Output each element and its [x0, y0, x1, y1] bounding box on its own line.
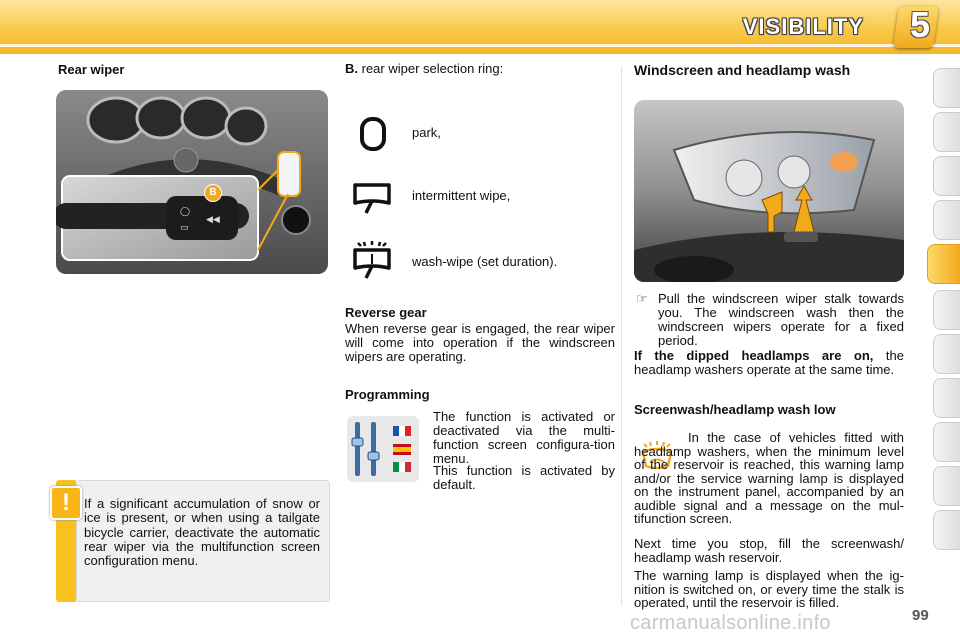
headlamp-image	[634, 100, 904, 282]
chapter-tab[interactable]	[933, 510, 960, 550]
chapter-tab[interactable]	[933, 378, 960, 418]
warning-lamp-text: The warning lamp is displayed when the ig-nition is switched on, or every time the stalk is operated, until the reservoir is filled.	[634, 568, 904, 610]
park-icon	[359, 116, 387, 157]
watermark: carmanualsonline.info	[630, 612, 831, 634]
page-number: 99	[912, 607, 929, 624]
svg-text:▭: ▭	[180, 223, 189, 233]
chapter-tab[interactable]	[933, 290, 960, 330]
page-title: VISIBILITY	[742, 14, 864, 39]
dipped-headlamps-rest: the headlamp washers operate at the same time.	[634, 348, 904, 377]
programming-heading: Programming	[345, 387, 430, 402]
selection-text: rear wiper selection ring:	[361, 61, 504, 76]
dipped-headlamps-text	[634, 349, 904, 377]
svg-text:◯: ◯	[180, 207, 191, 217]
mode-intermittent-label: intermittent wipe,	[412, 188, 511, 203]
windscreen-wash-heading: Windscreen and headlamp wash	[634, 62, 851, 78]
config-menu-icon	[345, 414, 421, 489]
dipped-headlamps-bold: If the dipped headlamps are on,	[634, 348, 874, 363]
intermittent-wipe-icon	[352, 181, 392, 220]
programming-text-1: The function is activated or deactivated via the multi-function screen configura-tion menu.	[433, 409, 615, 466]
chapter-tab[interactable]	[933, 422, 960, 462]
header-rule	[0, 44, 960, 47]
screenwash-low-heading: Screenwash/headlamp wash low	[634, 402, 836, 417]
rear-wiper-stalk-image	[56, 90, 328, 274]
warning-text: If a significant accumulation of snow or ice is present, or when using a tailgate bicycle carrier, deactivate the automatic rear wiper via the multifunction screen configuration menu.	[84, 496, 320, 569]
selection-label: B.	[345, 61, 358, 76]
chapter-tab[interactable]	[933, 156, 960, 196]
selection-ring-line	[345, 62, 605, 76]
wash-wipe-icon	[352, 240, 392, 285]
reverse-gear-heading: Reverse gear	[345, 305, 427, 320]
rear-wiper-heading: Rear wiper	[58, 62, 125, 77]
chapter-tab[interactable]	[933, 112, 960, 152]
chapter-number: 5	[909, 4, 930, 45]
svg-text:◀◀: ◀◀	[206, 215, 220, 225]
warning-icon: !	[50, 486, 82, 520]
reverse-gear-text: When reverse gear is engaged, the rear wiper will come into operation if the windscreen wipers are operating.	[345, 321, 615, 364]
callout-b: B	[204, 184, 222, 202]
programming-text-2: This function is activated by default.	[433, 463, 615, 492]
chapter-tab[interactable]	[933, 68, 960, 108]
chapter-tab-active[interactable]	[927, 244, 960, 284]
mode-wash-wipe-label: wash-wipe (set duration).	[412, 254, 558, 269]
mode-park-label: park,	[412, 125, 441, 140]
chapter-tab[interactable]	[933, 200, 960, 240]
chapter-tab[interactable]	[933, 334, 960, 374]
chapter-tabs	[930, 68, 960, 578]
bullet-icon: ☞	[636, 291, 648, 306]
pull-stalk-text: Pull the windscreen wiper stalk towards you. The windscreen wash then the windscreen wipers operate for a fixed period.	[658, 291, 904, 348]
chapter-tab[interactable]	[933, 466, 960, 506]
column-divider	[621, 66, 622, 606]
refill-reminder-text: Next time you stop, fill the screenwash/ headlamp wash reservoir.	[634, 536, 904, 565]
screenwash-low-text: In the case of vehicles fitted with headlamp washers, when the minimum level of the reservoir is reached, this warning lamp and/or the service warning lamp is displayed on the instrument panel, accompanied by an audible signal and a message on the mul-tifunction screen.	[634, 430, 904, 526]
